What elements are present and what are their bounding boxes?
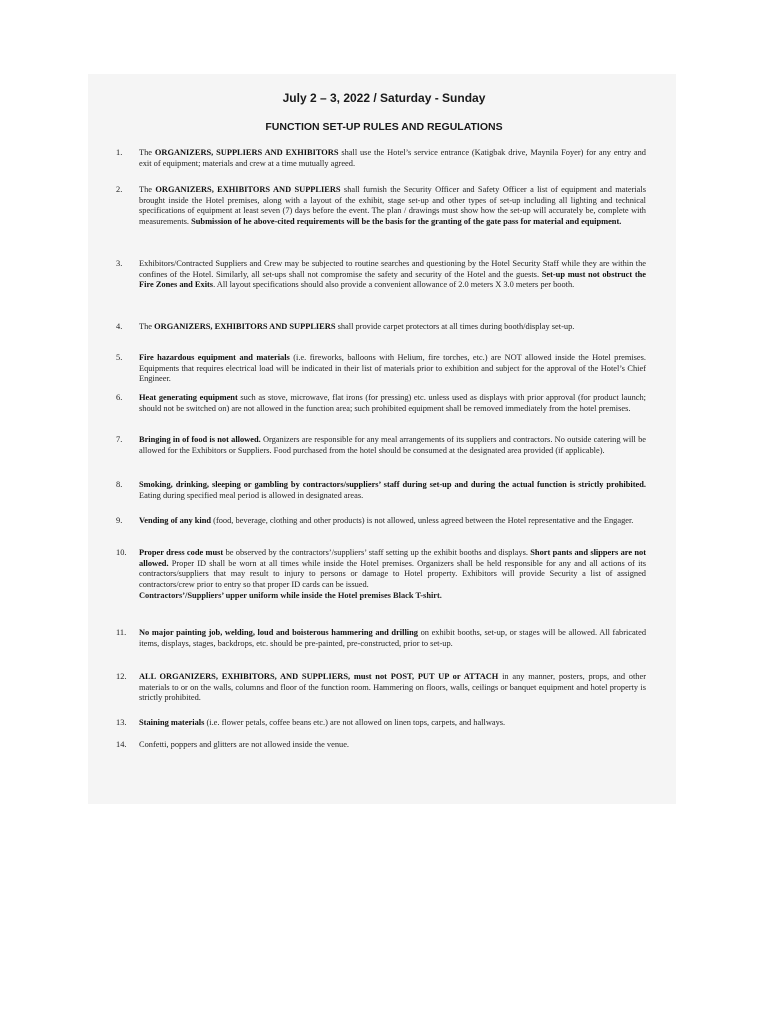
rule-item xyxy=(116,393,646,414)
rule-text-segment: (i.e. flower petals, coffee beans etc.) are not allowed on linen tops, carpets, and hallways. xyxy=(204,718,506,727)
rule-number: 12. xyxy=(116,672,127,681)
rule-item xyxy=(116,259,646,291)
document-title: FUNCTION SET-UP RULES AND REGULATIONS xyxy=(265,121,503,133)
rule-text xyxy=(139,516,646,527)
rule-text-segment: Confetti, poppers and glitters are not allowed inside the venue. xyxy=(139,740,350,749)
rule-text-segment: Exhibitors/Contracted Suppliers and Crew may be subjected to routine searches and questioning by the Hotel Security Staff while they are within the confines of the Hotel. Similarly, all set-ups shall not compromise the safety and security of the Hotel and the guests. xyxy=(139,259,646,279)
rule-emphasis: Staining materials xyxy=(139,718,205,727)
rule-item xyxy=(116,740,646,751)
rule-number: 7. xyxy=(116,435,123,444)
rule-number: 3. xyxy=(116,259,123,268)
rule-number: 4. xyxy=(116,322,123,331)
rule-text xyxy=(139,185,646,228)
rule-emphasis: Proper dress code must xyxy=(139,548,224,557)
rule-emphasis: No major painting job, welding, loud and boisterous hammering and drilling xyxy=(139,628,418,637)
rule-text-segment: . All layout specifications should also provide a convenient allowance of 2.0 meters X 3.0 meters per booth. xyxy=(213,280,575,290)
rule-number: 6. xyxy=(116,393,123,402)
rule-text-segment: Organizers are responsible for any meal arrangements of its suppliers and contractors. No outside catering will be allowed for the Exhibitors or Suppliers. Food purchased from the hotel should be consumed at the designated area provided (if applicable). xyxy=(139,435,646,455)
rule-number: 9. xyxy=(116,516,123,525)
rule-text-segment: on exhibit booths, set-up, or stages will be allowed. All fabricated items, displays, stages, backdrops, etc. should be pre-painted, pre-constructed, prior to set-up. xyxy=(139,628,647,648)
rule-text xyxy=(139,322,646,333)
rule-text-segment: Eating during specified meal period is allowed in designated areas. xyxy=(139,490,364,500)
rule-emphasis: Set-up must not obstruct the Fire Zones and Exits xyxy=(139,269,646,290)
rule-text-segment: shall furnish the Security Officer and Safety Officer a list of equipment and materials brought inside the Hotel premises, along with a layout of the exhibit, stage set-up and other types of set-up including all lighting and technical specifications of equipment at least seven (7) days before the event. The plan / drawings must show how the set-up will accurately be, complete with measurements. xyxy=(139,185,646,227)
rule-text-segment: shall use the Hotel’s service entrance (Katigbak drive, Maynila Foyer) for any entry and exit of equipment; materials and crew at a time mutually agreed. xyxy=(139,148,646,168)
rule-emphasis: Smoking, drinking, sleeping or gambling by contractors/suppliers’ staff during set-up and during the actual function is strictly prohibited. xyxy=(139,480,646,489)
rule-text-segment: (food, beverage, clothing and other products) is not allowed, unless agreed between the Hotel representative and the Engager. xyxy=(211,516,634,525)
rule-emphasis: Submission of he above-cited requirements will be the basis for the granting of the gate pass for material and equipment. xyxy=(191,217,622,227)
rule-number: 13. xyxy=(116,718,127,727)
rule-emphasis: Fire hazardous equipment and materials xyxy=(139,353,290,362)
rule-number: 14. xyxy=(116,740,127,749)
rule-number: 8. xyxy=(116,480,123,489)
rule-text xyxy=(139,718,646,729)
rule-item xyxy=(116,672,646,704)
rule-emphasis: ALL ORGANIZERS, EXHIBITORS, AND SUPPLIERS, must not POST, PUT UP or ATTACH xyxy=(139,672,499,681)
rule-item xyxy=(116,628,646,649)
rule-item xyxy=(116,185,646,228)
rule-text xyxy=(139,259,646,291)
rule-emphasis: ORGANIZERS, EXHIBITORS AND SUPPLIERS xyxy=(155,185,341,194)
rule-text-segment: The xyxy=(139,148,155,157)
rule-text xyxy=(139,353,646,385)
uniform-requirement: Contractors’/Suppliers’ upper uniform while inside the Hotel premises Black T-shirt. xyxy=(139,590,442,600)
date-line: July 2 – 3, 2022 / Saturday - Sunday xyxy=(282,91,486,105)
rule-item xyxy=(116,480,646,501)
rule-text-segment: The xyxy=(139,185,156,194)
rule-text xyxy=(139,480,646,501)
rule-text xyxy=(139,672,646,704)
rule-item xyxy=(116,718,646,729)
rule-item xyxy=(116,322,646,333)
rule-number: 2. xyxy=(116,185,123,194)
rule-text xyxy=(139,628,646,649)
rule-item xyxy=(116,516,646,527)
rule-text-segment: Proper ID shall be worn at all times while inside the Hotel premises. Organizers shall be held responsible for any and all actions of its contractors/suppliers that may result to injury to persons or damage to Hotel property. Exhibitors will provide Security a list of assigned contractors/crew prior to entry so that proper ID cards can be issued. xyxy=(139,558,646,590)
rule-text-segment: in any manner, posters, props, and other materials to or on the walls, columns and floor of the function room. Hammering on floors, walls, ceilings or banquet equipment and hotel property is strictly prohibited. xyxy=(139,672,646,703)
rule-text-segment: such as stove, microwave, flat irons (for pressing) etc. unless used as displays with prior approval (for product launch; should not be switched on) are not allowed in the function area; such prohibited equipment shall be removed immediately from the hotel premises. xyxy=(139,393,646,413)
rule-text-segment: (i.e. fireworks, balloons with Helium, fire torches, etc.) are NOT allowed inside the Hotel premises. Equipments that requires electrical load will be indicated in their list of materials prior to exhibition and subject for the approval of the Hotel’s Chief Engineer. xyxy=(139,353,646,384)
rule-number: 5. xyxy=(116,353,123,362)
rule-text-segment: be observed by the contractors’/suppliers’ staff setting up the exhibit booths and displays. xyxy=(223,548,531,557)
rule-item xyxy=(116,353,646,385)
rule-emphasis: ORGANIZERS, EXHIBITORS AND SUPPLIERS xyxy=(154,322,336,331)
rule-text xyxy=(139,393,646,414)
rule-text xyxy=(139,435,646,456)
rule-emphasis: ORGANIZERS, SUPPLIERS AND EXHIBITORS xyxy=(154,148,339,157)
rule-text xyxy=(139,148,646,169)
rule-item xyxy=(116,435,646,456)
rule-emphasis: Bringing in of food is not allowed. xyxy=(139,435,261,444)
rule-item xyxy=(116,148,646,169)
rule-text xyxy=(139,548,646,602)
rule-emphasis: Heat generating equipment xyxy=(139,393,238,402)
rule-number: 1. xyxy=(116,148,123,157)
rule-number: 10. xyxy=(116,548,127,557)
rule-emphasis: Short pants and slippers are not allowed. xyxy=(139,548,647,568)
rule-number: 11. xyxy=(116,628,127,637)
rule-text-segment: shall provide carpet protectors at all times during booth/display set-up. xyxy=(335,322,575,331)
rule-text xyxy=(139,740,646,751)
rule-text-segment: The xyxy=(139,322,155,331)
rule-item xyxy=(116,548,646,602)
rule-emphasis: Vending of any kind xyxy=(139,516,212,525)
